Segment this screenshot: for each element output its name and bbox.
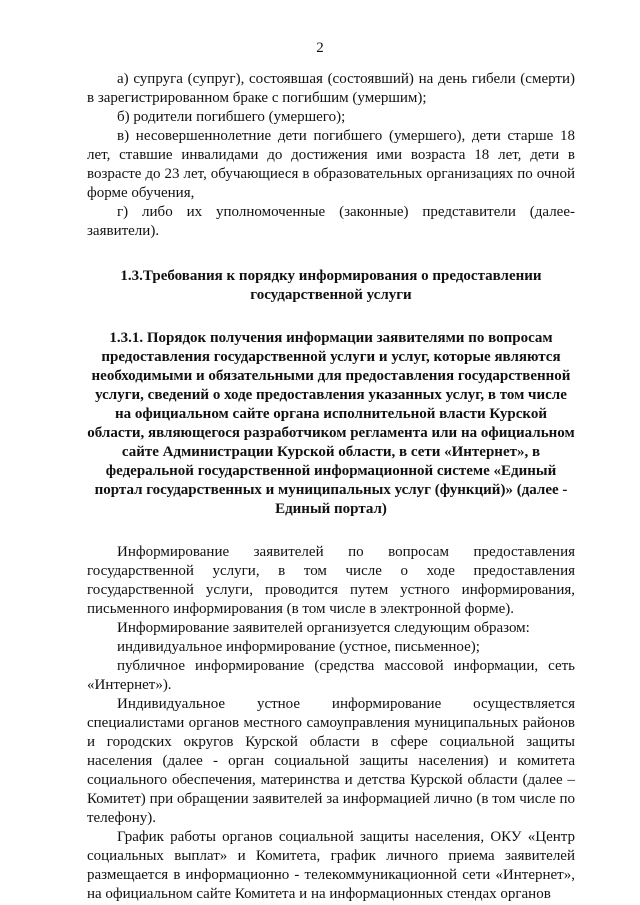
body-paragraph: публичное информирование (средства массовой информации, сеть «Интернет»). <box>87 658 575 693</box>
list-item: г) либо их уполномоченные (законные) представители (далее- заявители). <box>87 204 575 239</box>
section-heading: 1.3.Требования к порядку информирования о предоставлении государственной услуги <box>120 268 542 303</box>
body-paragraph: График работы органов социальной защиты населения, ОКУ «Центр социальных выплат» и Комитета, график личного приема заявителей размещается в информационно - телекоммуникационной сети «Интернет», на официальном сайте Комитета и на информационных стендах органов <box>87 829 575 902</box>
body-paragraph: Информирование заявителей организуется следующим образом: <box>117 620 530 636</box>
list-item: б) родители погибшего (умершего); <box>117 109 346 125</box>
body-paragraph: Информирование заявителей по вопросам предоставления государственной услуги, в том числе о ходе предоставления государственной услуги, проводится путем устного информирования, письменного информирования (в том числе в электронной форме). <box>87 544 575 617</box>
list-item: в) несовершеннолетние дети погибшего (умершего), дети старше 18 лет, ставшие инвалидами до достижения ими возраста 18 лет, дети в возрасте до 23 лет, обучающиеся в образовательных организациях по очной форме обучения, <box>87 128 575 201</box>
list-item: а) супруга (супруг), состоявшая (состоявший) на день гибели (смерти) в зарегистрированном браке с погибшим (умершим); <box>87 71 575 106</box>
page-content <box>87 70 575 904</box>
body-paragraph: индивидуальное информирование (устное, письменное); <box>117 639 480 655</box>
page-number: 2 <box>316 40 324 56</box>
recipient-list <box>87 70 575 241</box>
subsection-heading: 1.3.1. Порядок получения информации заявителями по вопросам предоставления государственной услуги и услуг, которые являются необходимыми и обязательными для предоставления государственной услуги, сведений о ходе предоставления указанных услуг, в том числе на официальном сайте органа исполнительной власти Курской области, являющегося разработчиком регламента или на официальном сайте Администрации Курской области, в сети «Интернет», в федеральной государственной информационной системе «Единый портал государственных и муниципальных услуг (функций)» (далее - Единый портал) <box>87 330 575 517</box>
body-paragraph: Индивидуальное устное информирование осуществляется специалистами органов местного самоуправления муниципальных районов и городских округов Курской области в сфере социальной защиты населения (далее - орган социальной защиты населения) и комитета социального обеспечения, материнства и детства Курской области (далее – Комитет) при обращении заявителей за информацией лично (в том числе по телефону). <box>87 696 575 826</box>
